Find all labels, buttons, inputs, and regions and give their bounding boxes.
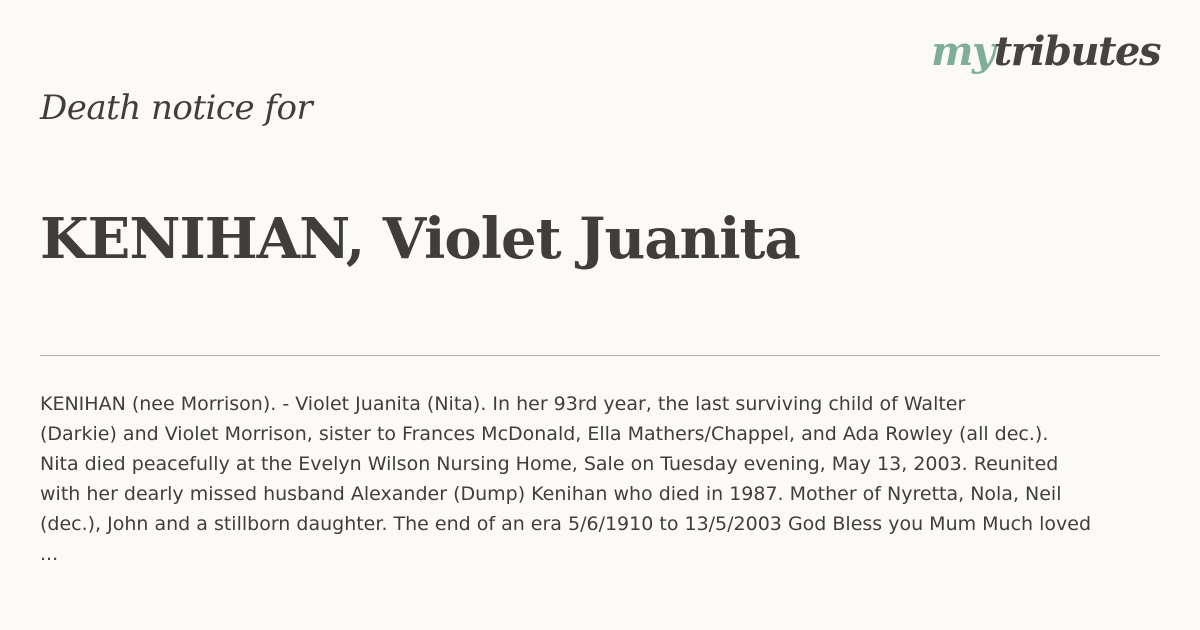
divider [40,355,1160,356]
logo-suffix: tributes [993,28,1160,75]
notice-body: KENIHAN (nee Morrison). - Violet Juanita (Nita). In her 93rd year, the last surviving child of Walter (Darkie) and Violet Morrison, sister to Frances McDonald, Ella Mathers/Chappel, and Ada Rowley (all dec.). Nita died peacefully at the Evelyn Wilson Nursing Home, Sale on Tuesday evening, May 13, 2003. Reunited with her dearly missed husband Alexander (Dump) Kenihan who died in 1987. Mother of Nyretta, Nola, Neil (dec.), John and a stillborn daughter. The end of an era 5/6/1910 to 13/5/2003 God Bless you Mum Much loved ... [40,393,1092,565]
mytributes-logo[interactable] [931,28,1160,75]
logo-prefix: my [931,28,994,75]
deceased-name: KENIHAN, Violet Juanita [40,206,800,272]
notice-subtitle: Death notice for [40,88,313,128]
